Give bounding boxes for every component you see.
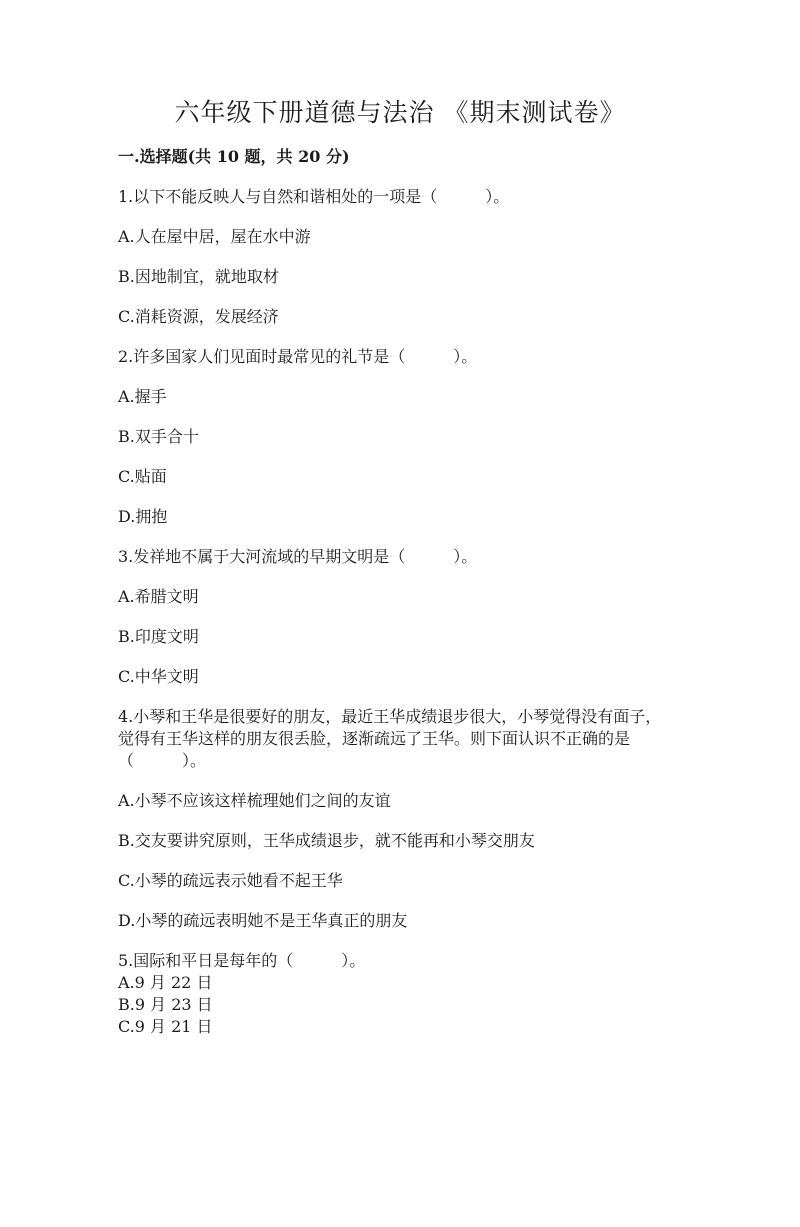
question-1-option-c: C.消耗资源，发展经济 (118, 307, 279, 326)
exam-page (0, 96, 800, 1227)
question-2-option-a: A.握手 (118, 387, 167, 406)
question-2-option-c: C.贴面 (118, 467, 167, 486)
section-heading: 一.选择题(共 10 题，共 20 分) (118, 147, 350, 166)
question-2-option-d: D.拥抱 (118, 507, 168, 526)
question-4-option-d: D.小琴的疏远表明她不是王华真正的朋友 (118, 911, 408, 930)
question-4-option-c: C.小琴的疏远表示她看不起王华 (118, 871, 343, 890)
question-3-stem: 3.发祥地不属于大河流域的早期文明是（ ）。 (118, 547, 478, 566)
question-4-stem (118, 706, 682, 772)
question-1-option-a: A.人在屋中居，屋在水中游 (118, 227, 311, 246)
question-3-option-b: B.印度文明 (118, 627, 199, 646)
question-4-option-a: A.小琴不应该这样梳理她们之间的友谊 (118, 791, 391, 810)
question-1-stem: 1.以下不能反映人与自然和谐相处的一项是（ ）。 (118, 187, 510, 206)
question-4-stem-line-2: 觉得有王华这样的朋友很丢脸，逐渐疏远了王华。则下面认识不正确的是 (118, 729, 631, 748)
question-2-option-b: B.双手合十 (118, 427, 199, 446)
question-4-stem-line-3: （ ）。 (118, 751, 207, 770)
page-title: 六年级下册道德与法治 《期末测试卷》 (174, 98, 626, 127)
question-5-stem: 5.国际和平日是每年的（ ）。 (118, 951, 366, 970)
question-5-option-a: A.9 月 22 日 (118, 973, 213, 992)
question-4-stem-line-1: 4.小琴和王华是很要好的朋友，最近王华成绩退步很大，小琴觉得没有面子， (118, 707, 662, 726)
question-1-option-b: B.因地制宜，就地取材 (118, 267, 279, 286)
question-5-option-b: B.9 月 23 日 (118, 995, 213, 1014)
question-2-stem: 2.许多国家人们见面时最常见的礼节是（ ）。 (118, 347, 478, 366)
question-4-option-b: B.交友要讲究原则，王华成绩退步，就不能再和小琴交朋友 (118, 831, 535, 850)
question-3-option-c: C.中华文明 (118, 667, 199, 686)
question-5-option-c: C.9 月 21 日 (118, 1017, 213, 1036)
question-3-option-a: A.希腊文明 (118, 587, 199, 606)
